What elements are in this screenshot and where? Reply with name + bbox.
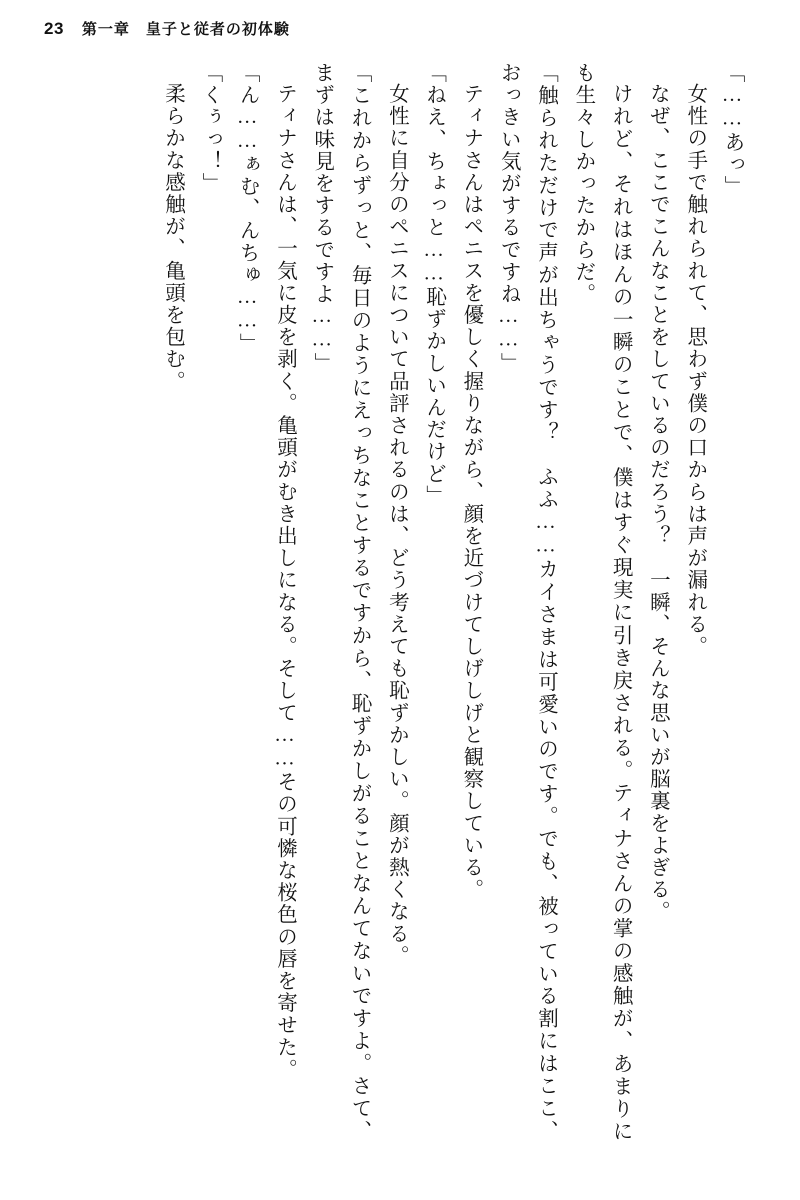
vertical-text-column (52, 62, 750, 1142)
paragraph: 「これからずっと、毎日のようにえっちなことするですから、恥ずかしがることなんてないですよ。さて、まずは味見をするですよ……」 (310, 62, 371, 1142)
paragraph: なぜ、ここでこんなことをしているのだろう？ 一瞬、そんな思いが脳裏をよぎる。 (646, 82, 669, 923)
running-header (44, 18, 756, 48)
chapter-title: 第一章 皇子と従者の初体験 (81, 21, 290, 38)
page-footer (44, 1162, 756, 1182)
paragraph: 女性の手で触れられて、思わず僕の口からは声が漏れる。 (683, 82, 706, 658)
paragraph: 「くぅっ！」 (198, 62, 221, 195)
paragraph: ティナさんは、一気に皮を剥く。亀頭がむき出しになる。そして……その可憐な桜色の唇を寄せた。 (273, 82, 296, 1080)
page-number: 23 (44, 19, 64, 38)
page-body (52, 62, 750, 1142)
paragraph: けれど、それはほんの一瞬のことで、僕はすぐ現実に引き戻される。ティナさんの掌の感触が、あまりにも生々しかったからだ。 (571, 62, 632, 1142)
paragraph: 「ん……ぁむ、んちゅ……」 (236, 62, 259, 356)
paragraph: 女性に自分のペニスについて品評されるのは、どう考えても恥ずかしい。顔が熱くなる。 (385, 82, 408, 967)
paragraph: 「……あっ」 (721, 62, 743, 198)
paragraph: 「ねえ、ちょっと……恥ずかしいんだけど」 (422, 62, 445, 507)
paragraph: 「触られただけで声が出ちゃうです？ ふふ……カイさまは可愛いのです。でも、被っている割にはここ、おっきい気がするですね……」 (497, 62, 557, 1142)
paragraph: 柔らかな感触が、亀頭を包む。 (161, 82, 184, 392)
paragraph: ティナさんはペニスを優しく握りながら、顔を近づけてしげしげと観察している。 (459, 82, 482, 901)
